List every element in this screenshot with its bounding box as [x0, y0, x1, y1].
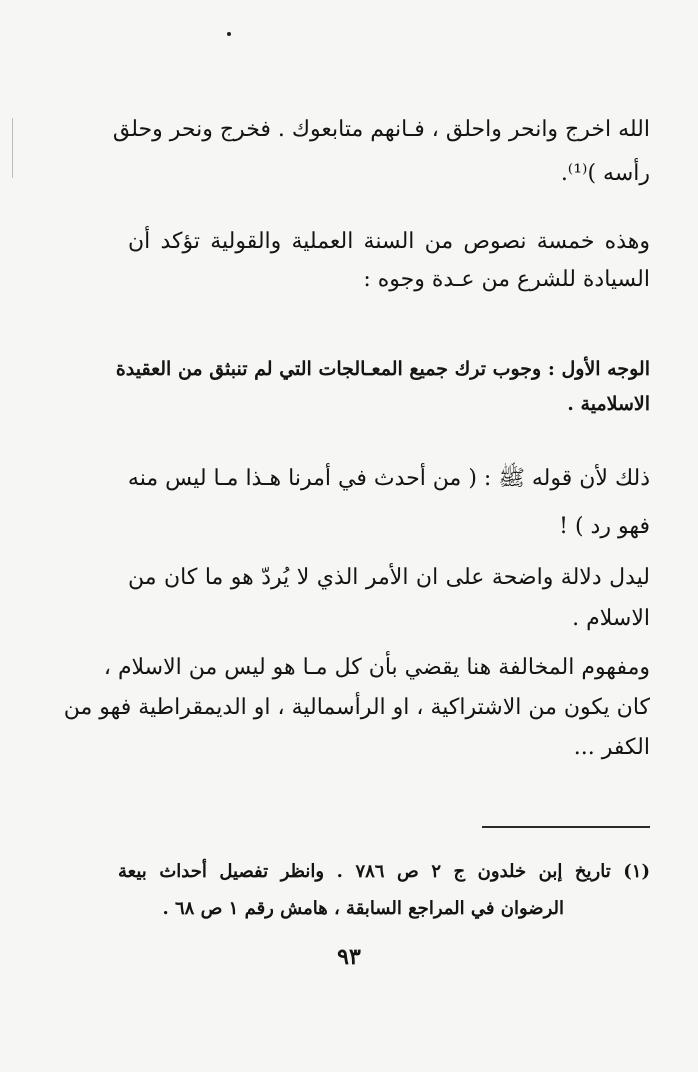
section-heading-line-1: الوجه الأول : وجوب ترك جميع المعـالجات التي لم تنبثق من العقيدة [115, 358, 650, 380]
section-heading-line-2: الاسلامية . [567, 393, 650, 415]
footnote-separator [482, 826, 650, 828]
paragraph-1-line-1: الله اخرج وانحر واحلق ، فـانهم متابعوك . فخرج ونحر وحلق [112, 117, 650, 142]
page-number: ٩٣ [337, 944, 361, 970]
paragraph-3-line-1: ذلك لأن قوله ﷺ : ( من أحدث في أمرنا هـذا مـا ليس منه [127, 466, 650, 491]
ink-speck [227, 32, 231, 36]
paragraph-2-line-1: وهذه خمسة نصوص من السنة العملية والقولية تؤكد أن [128, 229, 650, 254]
paragraph-5-line-2: كان يكون من الاشتراكية ، او الرأسمالية ، او الديمقراطية فهو من [63, 695, 650, 720]
page-edge-mark [12, 118, 13, 178]
footnote-line-1: (١) تاريخ إبن خلدون ج ٢ ص ٧٨٦ . وانظر تفصيل أحداث بيعة [118, 861, 650, 882]
footnote-line-2: الرضوان في المراجع السابقة ، هامش رقم ١ ص ٦٨ . [162, 898, 564, 919]
paragraph-3-line-2: فهو رد ) ! [559, 514, 650, 539]
paragraph-1-line-2: رأسه )⁽¹⁾. [560, 161, 650, 186]
paragraph-5-line-1: ومفهوم المخالفة هنا يقضي بأن كل مـا هو ليس من الاسلام ، [103, 655, 650, 680]
paragraph-4-line-1: ليدل دلالة واضحة على ان الأمر الذي لا يُردّ هو ما كان من [128, 565, 650, 590]
paragraph-5-line-3: الكفر ... [573, 735, 650, 760]
paragraph-4-line-2: الاسلام . [572, 606, 650, 631]
paragraph-2-line-2: السيادة للشرع من عـدة وجوه : [363, 267, 650, 292]
